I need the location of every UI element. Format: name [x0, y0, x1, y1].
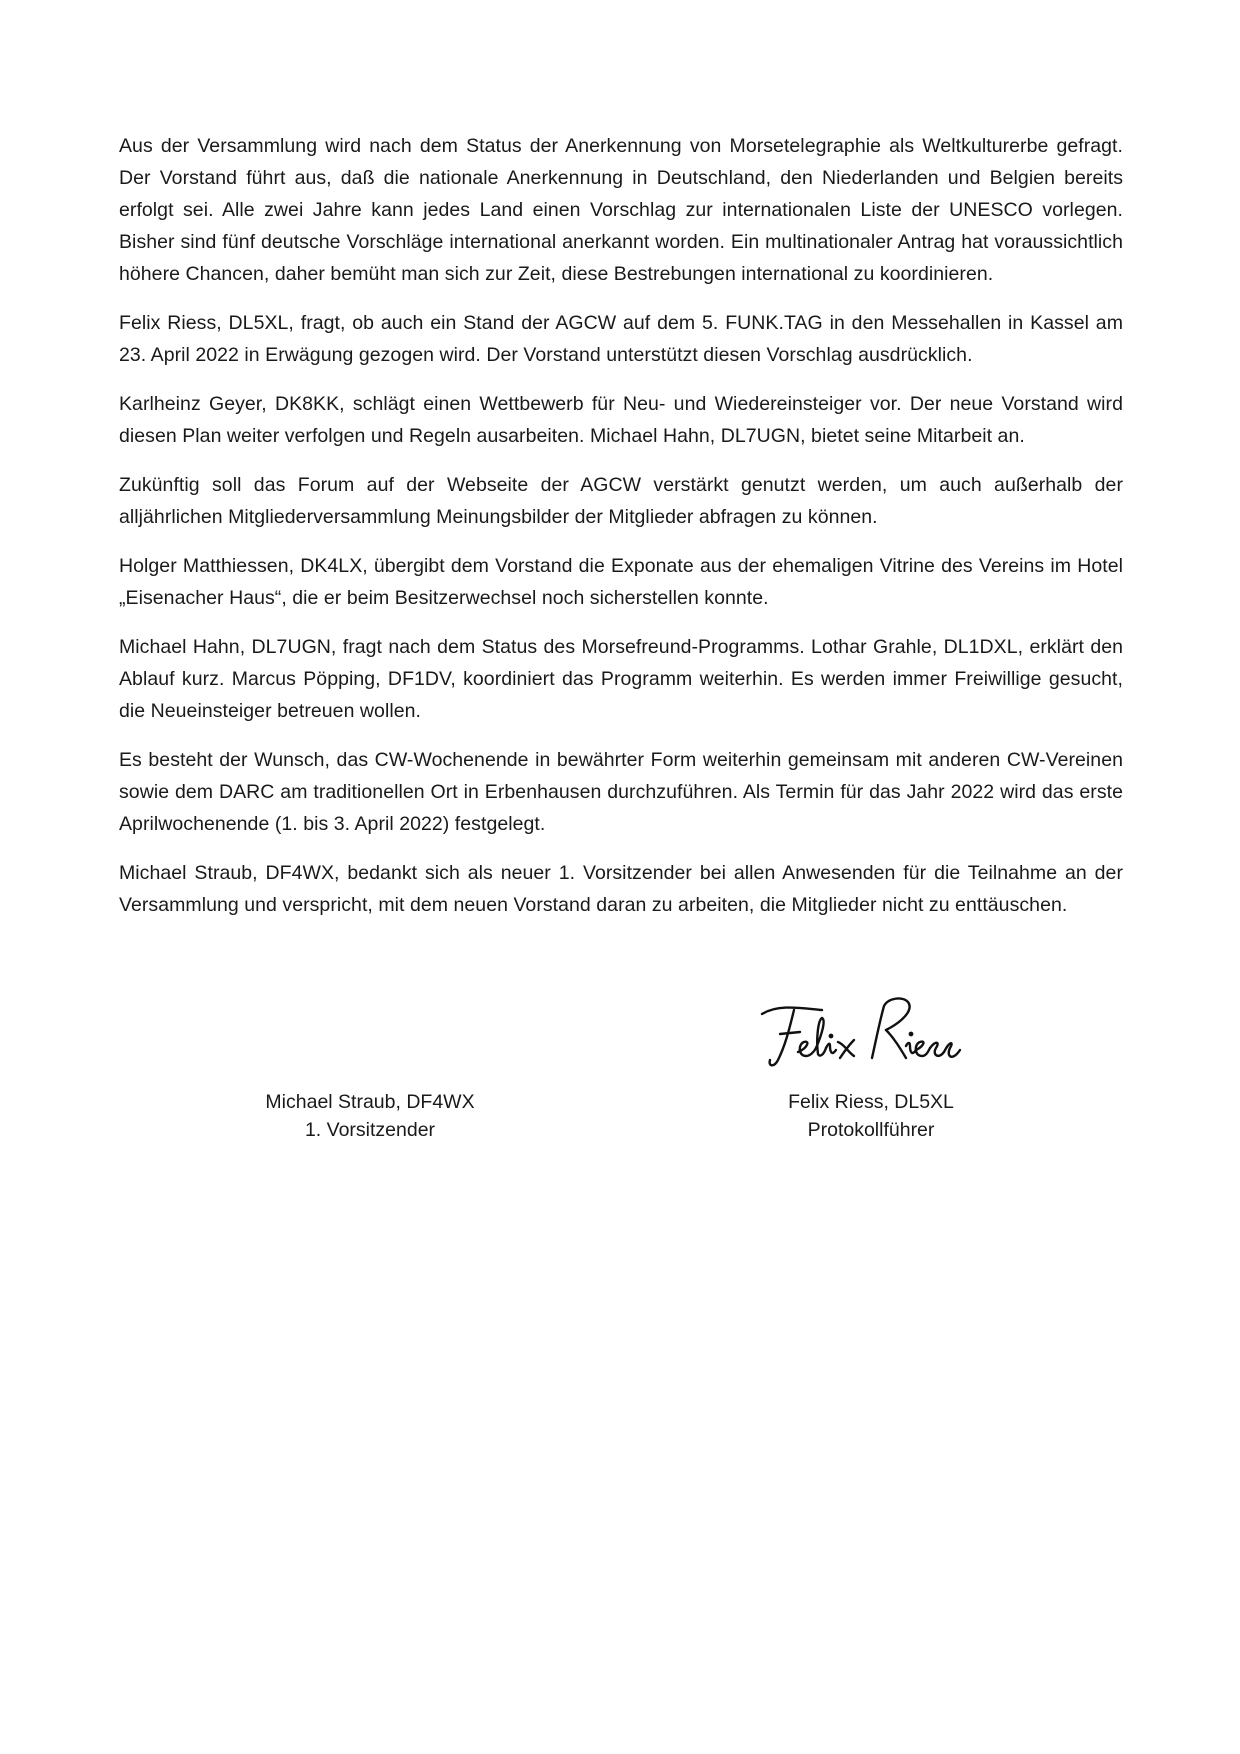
paragraph-funktag: Felix Riess, DL5XL, fragt, ob auch ein Stand der AGCW auf dem 5. FUNK.TAG in den Messehallen in Kassel am 23. April 2022 in Erwägung gezogen wird. Der Vorstand unterstützt diesen Vorschlag ausdrücklich.: [119, 312, 1123, 366]
paragraph-closing: Michael Straub, DF4WX, bedankt sich als neuer 1. Vorsitzender bei allen Anwesenden für die Teilnahme an der Versammlung und verspricht, mit dem neuen Vorstand daran zu arbeiten, die Mitglieder nicht zu enttäuschen.: [119, 862, 1123, 916]
minutes-body: [119, 130, 1123, 938]
paragraph-unesco: Aus der Versammlung wird nach dem Status der Anerkennung von Morsetelegraphie als Weltkulturerbe gefragt. Der Vorstand führt aus, daß die nationale Anerkennung in Deutschland, den Niederlanden und Belgien bereits erfolgt sei. Alle zwei Jahre kann jedes Land einen Vorschlag zur internationalen Liste der UNESCO vorlegen. Bisher sind fünf deutsche Vorschläge international anerkannt worden. Ein multinationaler Antrag hat voraussichtlich höhere Chancen, daher bemüht man sich zur Zeit, diese Bestrebungen international zu koordinieren.: [119, 135, 1123, 285]
signature-block-chairman: [190, 1088, 550, 1144]
paragraph-cw-weekend: Es besteht der Wunsch, das CW-Wochenende in bewährter Form weiterhin gemeinsam mit anderen CW-Vereinen sowie dem DARC am traditionellen Ort in Erbenhausen durchzuführen. Als Termin für das Jahr 2022 wird das erste Aprilwochenende (1. bis 3. April 2022) festgelegt.: [119, 749, 1123, 835]
handwritten-signature: [760, 990, 990, 1080]
signature-block-secretary: [691, 1088, 1051, 1144]
paragraph-exhibits: Holger Matthiessen, DK4LX, übergibt dem Vorstand die Exponate aus der ehemaligen Vitrine des Vereins im Hotel „Eisenacher Haus“, die er beim Besitzerwechsel noch sicherstellen konnte.: [119, 555, 1123, 609]
signer-role: Protokollführer: [807, 1119, 935, 1141]
paragraph-contest: Karlheinz Geyer, DK8KK, schlägt einen Wettbewerb für Neu- und Wiedereinsteiger vor. Der neue Vorstand wird diesen Plan weiter verfolgen und Regeln ausarbeiten. Michael Hahn, DL7UGN, bietet seine Mitarbeit an.: [119, 393, 1123, 447]
signer-name: Felix Riess, DL5XL: [788, 1091, 954, 1113]
paragraph-forum: Zukünftig soll das Forum auf der Webseite der AGCW verstärkt genutzt werden, um auch außerhalb der alljährlichen Mitgliederversammlung Meinungsbilder der Mitglieder abfragen zu können.: [119, 474, 1123, 528]
paragraph-morsefreund: Michael Hahn, DL7UGN, fragt nach dem Status des Morsefreund-Programms. Lothar Grahle, DL1DXL, erklärt den Ablauf kurz. Marcus Pöpping, DF1DV, koordiniert das Programm weiterhin. Es werden immer Freiwillige gesucht, die Neueinsteiger betreuen wollen.: [119, 636, 1123, 722]
signer-name: Michael Straub, DF4WX: [265, 1091, 475, 1113]
signer-role: 1. Vorsitzender: [304, 1119, 436, 1141]
